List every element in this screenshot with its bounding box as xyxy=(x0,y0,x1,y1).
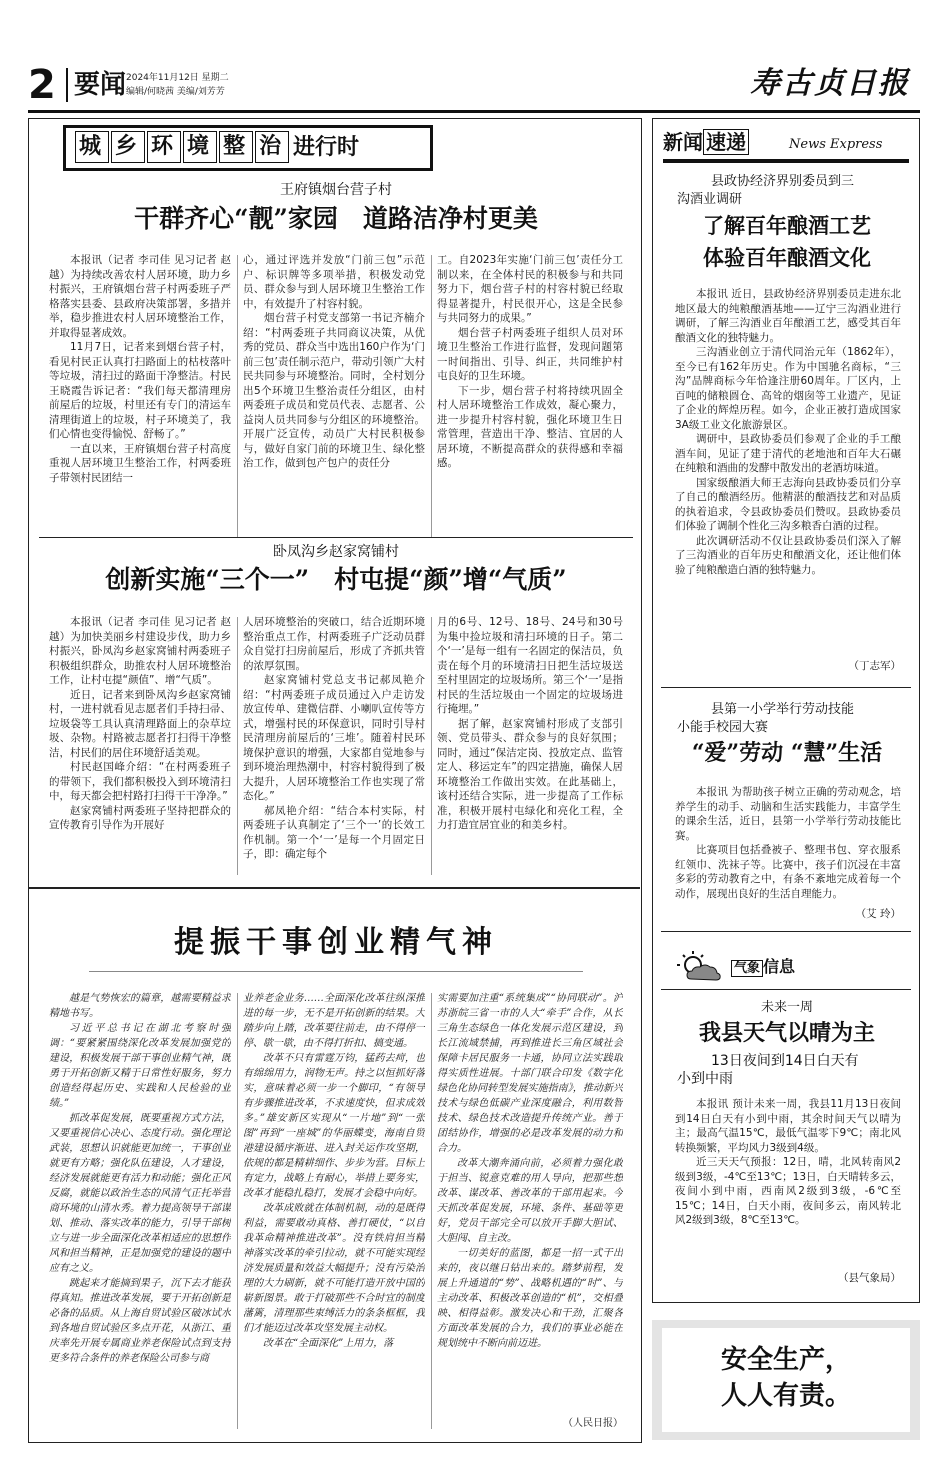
header-divider xyxy=(28,110,920,113)
section-divider xyxy=(29,887,640,889)
safety-slogan-inner xyxy=(662,1328,910,1432)
story2-column-3 xyxy=(437,615,623,879)
side1-body xyxy=(675,287,901,673)
paragraph: 国家级酿酒大师王志海向县政协委员们分享了自己的酿酒经历。他精湛的酿酒技艺和对品质的执着追求，令县政协委员们赞叹。县政协委员们体验了调制个性化三沟多粮香白酒的过程。 xyxy=(675,476,901,532)
paragraph: 11月7日，记者来到烟台营子村，看见村民正认真打扫路面上的枯枝落叶等垃圾，清扫过的路面干净整洁。村民王晓霞告诉记者：“我们每天都清理房前屋后的垃圾，村里还有专门的清运车清理街道上的垃圾，村子环境美了，我们心情也变得愉悦、舒畅了。” xyxy=(49,341,231,440)
weather-label-boxed: 气象 xyxy=(731,960,763,977)
paragraph: 本报讯 为帮助孩子树立正确的劳动观念，培养学生的动手、动脑和生活实践能力，丰富学生的课余生活，近日，县第一小学举行劳动技能比赛。 xyxy=(675,786,901,842)
story2-column-1 xyxy=(49,615,231,879)
column-divider xyxy=(431,993,432,1429)
paragraph: 赵家窝铺村两委班子坚持把群众的宣传教育引导作为开展好 xyxy=(49,804,231,831)
paragraph: 工。自2023年实施‘门前三包’责任分工制以来，在全体村民的积极参与和共同努力下，烟台营子村的村容村貌已经取得显著提升，村民很开心，这是全民参与共同努力的成果。” xyxy=(437,254,623,324)
side2-kicker-line1: 县第一小学举行劳动技能 xyxy=(711,702,855,717)
paragraph: 人居环境整治的突破口，结合近期环境整治重点工作，村两委班子广泛动员群众自觉打扫房前屋后，形成了齐抓共管的浓厚氛围。 xyxy=(243,616,425,672)
paragraph: 一切美好的蓝图，都是一招一式干出来的，夜以继日钻出来的。踏梦前程，发展上升通道的“势”、战略机遇的“时”、与主动改革、积极改革创造的“机”，交相叠映、相得益彰。激发决心和干劲，汇聚各方面改革发展的合力，我们的事业必能在规划统中不断向前迈进。 xyxy=(437,1248,623,1349)
banner-char: 乡 xyxy=(111,131,145,163)
paragraph: 改革成败就在体制机制，动的是既得利益，需要敢动真格、善打硬仗，“以自我革命精神推进改革”。没有铁肩担当精神落实改革的牵引拉动，就不可能实现经济发展质量和效益大幅提升；没有污染治理的大力刷新，就不可能打造开放中国的崭新图景。敢于打破那些不合时宜的制度藩篱，清理那些束缚活力的条条框框，我们才能迈过改革攻坚发展主动权。 xyxy=(243,1203,425,1334)
side2-body xyxy=(675,785,901,915)
story1-column-1 xyxy=(49,253,231,539)
weather-subhead-line1: 13日夜间到14日白天有 xyxy=(711,1053,859,1069)
weather-byline: （县气象局） xyxy=(838,1272,901,1284)
paragraph: 本报讯 近日，县政协经济界别委员走进东北地区最大的纯粮酿酒基地——辽宁三沟酒业进行调研，了解三沟酒业百年酿酒工艺，感受其百年酿酒文化的独特魅力。 xyxy=(675,288,901,344)
paragraph: 比赛项目包括叠被子、整理书包、穿衣服系红领巾、洗袜子等。比赛中，孩子们沉浸在丰富多彩的劳动教育之中，有条不紊地完成着每一个动作，展现出良好的生活自理能力。 xyxy=(675,844,901,900)
side2-kicker-line2: 小能手校园大赛 xyxy=(677,720,769,735)
story1-column-3 xyxy=(437,253,623,539)
paragraph: 烟台营子村两委班子组织人员对环境卫生整治工作进行监督，发现问题第一时间指出、引导、纠正，共同维护村屯良好的卫生环境。 xyxy=(437,326,623,382)
side1-kicker-line1: 县政协经济界别委员到三 xyxy=(711,174,855,189)
weather-subhead-line2: 小到中雨 xyxy=(677,1071,733,1087)
story1-kicker: 王府镇烟台营子村 xyxy=(280,182,392,198)
story2-column-2 xyxy=(243,615,425,879)
paragraph: 心，通过评选并发放“门前三包”示范户、标识牌等多项举措，积极发动党员、群众参与到人居环境卫生整治工作中，有效提升了村容村貌。 xyxy=(243,254,425,310)
weather-headline: 我县天气以晴为主 xyxy=(698,1020,875,1046)
side1-headline-line1: 了解百年酿酒工艺 xyxy=(703,213,871,238)
headline-underline xyxy=(89,971,583,972)
news-express-english: News Express xyxy=(789,137,883,152)
story3-source: （人民日报） xyxy=(563,1418,623,1429)
paragraph: 习近平总书记在湖北考察时强调：“要紧紧围绕深化改革发展加强党的建设，积极发展干部干事创业精气神，既勇于开拓创新又精于日常性好服务，努力创造经得起历史、实践和人民检验的业绩。” xyxy=(49,1023,231,1109)
paragraph: 一直以来，王府镇烟台营子村高度重视人居环境卫生整治工作，村两委班子带领村民团结一 xyxy=(49,442,231,484)
column-divider xyxy=(237,993,238,1429)
weather-body xyxy=(675,1097,901,1277)
story3-column-2 xyxy=(243,991,425,1431)
editors-line: 编辑/何晓茜 美编/刘芳芳 xyxy=(126,87,225,97)
column-banner xyxy=(63,125,433,171)
story-divider xyxy=(39,537,633,538)
banner-char: 城 xyxy=(75,131,109,163)
banner-char: 治 xyxy=(255,131,289,163)
paragraph: 月的6号、12号、18号、24号和30号为集中捡垃圾和清扫环境的日子。第二个‘一’是每一组有一名固定的保洁员，负责在每个月的环境清扫日把生活垃圾送至村里固定的垃圾场所。第三个‘一’是指村民的生活垃圾由一个固定的垃圾场进行掩埋。” xyxy=(437,616,623,715)
side2-byline: （艾 玲） xyxy=(855,908,901,920)
side1-byline: （丁志军） xyxy=(848,660,901,672)
paragraph: 改革在“全面深化”上用力，落 xyxy=(263,1338,394,1349)
side2-headline: “爱”劳动 “慧”生活 xyxy=(691,740,883,766)
paragraph: 业养老金业务……全面深化改革往纵深推进的每一步，无不是开拓创新的结果。大踏步向上踏，改革要往前走，由不得停一停、歇一歇，由不得打折扣、搞变通。 xyxy=(243,993,425,1049)
story2-kicker: 卧凤沟乡赵家窝铺村 xyxy=(273,544,399,560)
paragraph: 本报讯（记者 李司佳 见习记者 赵 越）为加快美丽乡村建设步伐，助力乡村振兴，卧凤沟乡赵家窝铺村两委班子积极组织群众，助推农村人居环境整治工作，让村屯提“颜值”、增“气质”。 xyxy=(49,616,231,686)
story3-headline: 提振干事创业精气神 xyxy=(174,925,498,960)
paragraph: 本报讯 预计未来一周，我县11月13日夜间到14日白天有小到中雨，其余时间天气以晴为主；最高气温15℃，最低气温零下9℃；南北风转换频繁，平均风力3级到4级。 xyxy=(675,1098,901,1154)
story1-headline: 干群齐心“靓”家园 道路洁净村更美 xyxy=(134,204,538,233)
paragraph: 抓改革促发展，既要重视方式方法，又要重视信心决心、态度行动。强化理论武装，思想认识就能更加统一，干事创业就更有方略；强化队伍建设，人才建设，经济发展就能更有活力和动能；强化正风反腐，就能以政治生态的风清气正托举营商环境的山清水秀。着力提高领导干部谋划、推动、落实改革的能力，引导干部树立与进一步全面深化改革相适应的思想作风和担当精神，正是加强党的建设的题中应有之义。 xyxy=(49,1113,231,1274)
story3-column-1 xyxy=(49,991,231,1431)
banner-char: 境 xyxy=(183,131,217,163)
column-divider xyxy=(431,617,432,875)
story3-column-3 xyxy=(437,991,623,1415)
issue-date: 2024年11月12日 星期二 xyxy=(126,73,229,83)
news-express-bar xyxy=(663,159,909,163)
paragraph: 越是气势恢宏的篇章，越需要精益求精地书写。 xyxy=(49,993,231,1019)
paragraph: 村民赵国峰介绍：“在村两委班子的带领下，我们都积极投入到环境清扫中，每天都会把村路打扫得干干净净。” xyxy=(49,761,231,802)
story2-headline: 创新实施“三个一” 村屯提“颜”增“气质” xyxy=(105,565,567,594)
page-header xyxy=(28,62,920,112)
newspaper-masthead: 寿古贞日报 xyxy=(750,66,910,101)
paragraph: 实需要加注重“系统集成”“协同联动”。沪苏浙皖三省一市的人大“牵手”合作，从长三角生态绿色一体化发展示范区建设，到长江流域禁捕，再到推进长三角区域社会保障卡居民服务一卡通，协同立法实践取得实质性进展。十部门联合印发《数字化绿色化协同转型发展实施指南》，推动新兴技术与绿色低碳产业深度融合，利用数智技术、绿色技术改造提升传统产业。善于团结协作，增强的必是改革发展的动力和合力。 xyxy=(437,993,623,1154)
safety-slogan-box xyxy=(652,1320,920,1440)
weather-label-plain: 信息 xyxy=(763,957,796,976)
paragraph: 据了解，赵家窝铺村形成了支部引领、党员带头、群众参与的良好氛围；同时，通过“保洁定岗、投放定点、监管定人、移运定车”的四定措施，确保人居环境整治工作做出实效。在此基础上，该村还结合实际，进一步提高了工作标准，积极开展村屯绿化和亮化工程，全力打造宜居宜业的和美乡村。 xyxy=(437,717,623,831)
paragraph: 郝凤艳介绍：“结合本村实际，村两委班子认真制定了‘三个一’的长效工作机制。第一个‘一’是每一个月固定日子，即：确定每个 xyxy=(243,804,425,860)
weather-header xyxy=(673,949,901,985)
column-divider xyxy=(237,255,238,537)
safety-slogan-line1: 安全生产， xyxy=(720,1345,851,1375)
main-content-area xyxy=(28,118,642,1443)
safety-slogan-line2: 人人有责。 xyxy=(720,1381,851,1411)
paragraph: 三沟酒业创立于清代同治元年（1862年），至今已有162年历史。作为中国驰名商标，“三沟”品牌商标今年恰逢注册60周年。厂区内，上百吨的储粮圆仓、高耸的烟囱等工业遗产，见证了企业的辉煌历程。如今，企业正被打造成国家3A级工业文化旅游景区。 xyxy=(675,346,901,431)
weather-divider xyxy=(661,989,911,990)
safety-slogan xyxy=(662,1342,910,1414)
title-boxed: 速递 xyxy=(703,129,749,155)
paragraph: 近日，记者来到卧凤沟乡赵家窝铺村，一进村就看见志愿者们手持扫帚、垃圾袋等工具认真清理路面上的杂草垃圾、杂物。村路被志愿者打扫得干净整洁，村民们的居住环境舒适美观。 xyxy=(49,688,231,759)
paragraph: 下一步，烟台营子村将持续巩固全村人居环境整治工作成效，凝心聚力，进一步提升村容村貌，强化环境卫生日常管理，营造出干净、整洁、宜居的人居环境，不断提高群众的获得感和幸福感。 xyxy=(437,384,623,469)
column-divider xyxy=(237,617,238,875)
paragraph: 赵家窝铺村党总支书记郝凤艳介绍：“村两委班子成员通过入户走访发放宣传单、建微信群、小喇叭宣传等方式，增强村民的环保意识，同时引导村民清理房前屋后的‘三堆’。随着村民环境保护意识的增强，大家都自觉地参与到环境治理热潮中，村容村貌得到了极大提升，人居环境整治工作也实现了常态化。” xyxy=(243,674,425,802)
banner-title xyxy=(75,131,291,163)
story-divider xyxy=(661,687,911,688)
side1-headline-line2: 体验百年酿酒文化 xyxy=(703,245,871,270)
page-number: 2 xyxy=(28,62,56,108)
story1-column-2 xyxy=(243,253,425,539)
story-divider xyxy=(661,931,911,932)
paragraph: 跳起来才能摘到果子，沉下去才能获得真知。推进改革发展，要于开拓创新是必备的品质。从上海自贸试验区破冰试水到各地自贸试验区多点开花，从浙江、重庆率先开展专属商业养老保险试点到支持更多符合条件的养老保险公司参与商 xyxy=(49,1278,231,1364)
paragraph: 本报讯（记者 李司佳 见习记者 赵 越）为持续改善农村人居环境，助力乡村振兴，王府镇烟台营子村两委班子严格落实县委、县政府决策部署，多措并举，稳步推进农村人居环境整治工作，并取得显著成效。 xyxy=(49,254,231,339)
paragraph: 改革大潮奔涌向前，必须着力强化敢于担当、锐意克难的用人导向，把那些想改革、谋改革、善改革的干部用起来。今天抓改革促发展，环境、条件、基础等更好，党员干部完全可以放开手脚大胆试、大胆闯、自主改。 xyxy=(437,1158,623,1244)
paragraph: 烟台营子村党支部第一书记齐楠介绍：“村两委班子共同商议决策，从优秀的党员、群众当中选出160户作为‘门前三包’责任制示范户，带动引领广大村民共同参与环境整治。同时，全村划分出5个环境卫生整治责任分组区，由村两委班子成员和党员代表、志愿者、公益岗人员共同参与分组区的环境整治。开展广泛宣传，动员广大村民积极参与，做好自家门前的环境卫生、绿化整治工作，做到包产包户的责任分 xyxy=(243,312,425,469)
paragraph: 改革不只有雷霆万钧，猛药去疴，也有绵绵用力，润物无声。持之以恒抓好落实，意味着必须一步一个脚印，“有领导有步骤推进改革，不求速度快，但求成效多。”雄安新区实现从“一片地”到“一张图”再到“一座城”的华丽蝶变，海南自贸港建设循序渐进、进入封关运作攻坚期，依规的都是精耕细作、步步为营。目标上有定力，战略上有耐心，举措上要务实，改革才能稳扎稳打，发展才会稳中向好。 xyxy=(243,1053,425,1199)
news-express-header xyxy=(663,123,909,163)
weather-kicker: 未来一周 xyxy=(760,1000,813,1015)
banner-char: 整 xyxy=(219,131,253,163)
sidebar-column xyxy=(652,118,920,1303)
banner-subtitle: 进行时 xyxy=(293,135,360,160)
banner-char: 环 xyxy=(147,131,181,163)
title-plain: 新闻 xyxy=(663,130,703,154)
sun-cloud-icon xyxy=(673,949,725,985)
column-divider xyxy=(431,255,432,537)
paragraph: 调研中，县政协委员们参观了企业的手工酿酒车间，见证了建于清代的老地池和百年大石碾在纯粮和酒曲的发酵中散发出的老酒坊味道。 xyxy=(675,433,901,474)
weather-label xyxy=(731,955,795,981)
news-express-title xyxy=(663,127,749,157)
section-name: 要闻 xyxy=(66,68,126,102)
side1-kicker-line2: 沟酒业调研 xyxy=(677,192,743,207)
paragraph: 近三天天气预报：12日，晴，北风转南风2级到3级，-4℃至13℃；13日，白天晴转多云，夜间小到中雨，西南风2级到3级，-6℃至15℃；14日，白天小雨，夜间多云，南风转北风2级到3级，8℃至13℃。 xyxy=(675,1156,901,1226)
paragraph: 此次调研活动不仅让县政协委员们深入了解了三沟酒业的百年历史和酿酒文化，还让他们体验了纯粮酿造白酒的独特魅力。 xyxy=(675,534,901,576)
